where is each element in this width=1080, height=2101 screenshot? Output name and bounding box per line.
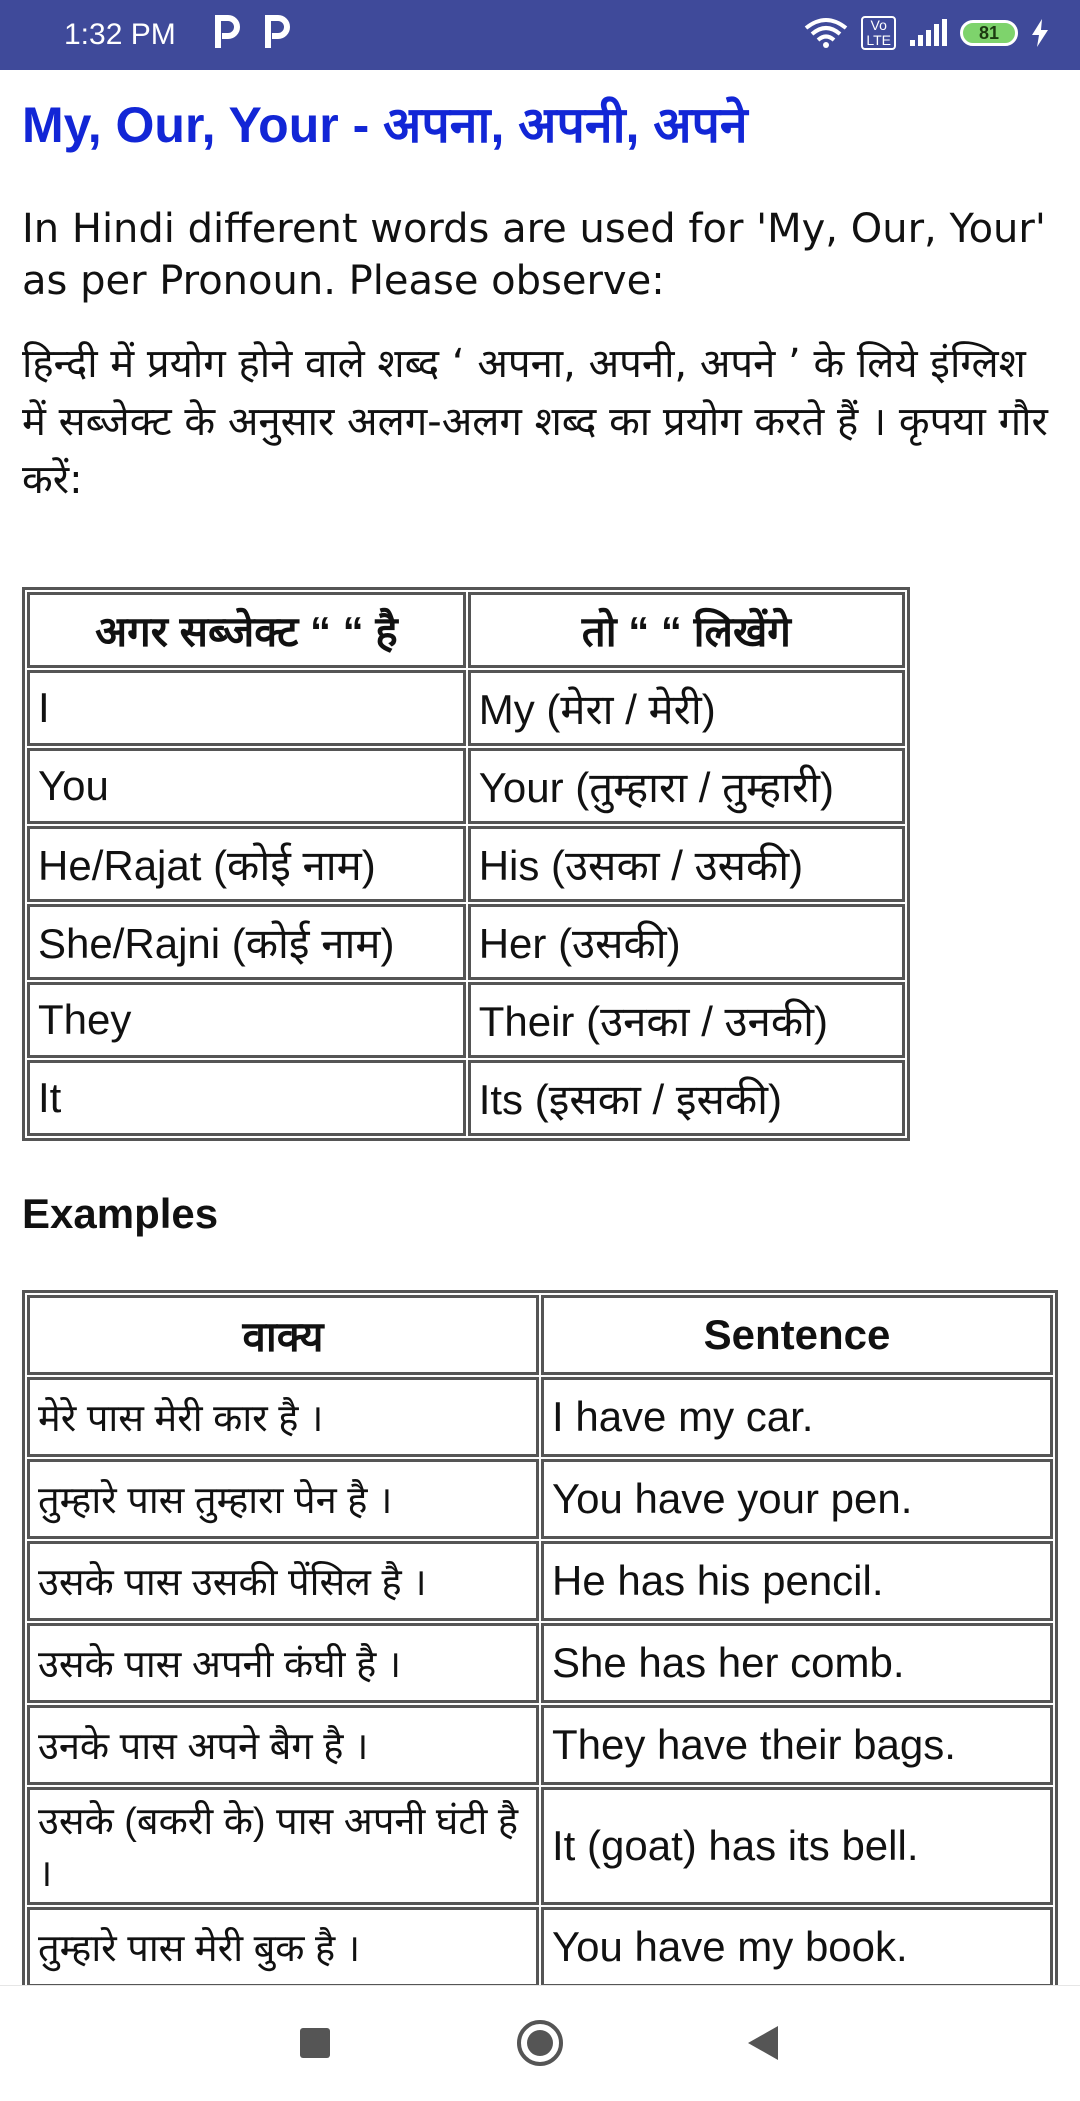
table-cell: उनके पास अपने बैग है ।	[27, 1705, 539, 1785]
table-cell: उसके (बकरी के) पास अपनी घंटी है ।	[27, 1787, 539, 1905]
charging-bolt-icon	[1030, 18, 1050, 48]
back-triangle-icon[interactable]	[740, 2018, 790, 2068]
table-header: वाक्य	[27, 1295, 539, 1375]
table-cell: Their (उनका / उनकी)	[468, 982, 905, 1058]
status-bar	[0, 0, 1080, 70]
signal-icon	[908, 18, 948, 48]
table-cell: You have my book.	[541, 1907, 1053, 1987]
table-cell: She/Rajni (कोई नाम)	[27, 904, 466, 980]
table-cell: It (goat) has its bell.	[541, 1787, 1053, 1905]
table-cell: उसके पास अपनी कंघी है ।	[27, 1623, 539, 1703]
table-cell: My (मेरा / मेरी)	[468, 670, 905, 746]
status-time: 1:32 PM	[64, 18, 176, 51]
battery-level: 81	[978, 22, 1000, 43]
table-header-row	[27, 592, 905, 668]
table-row	[27, 904, 905, 980]
table-row	[27, 826, 905, 902]
table-row	[27, 982, 905, 1058]
table-cell: I have my car.	[541, 1377, 1053, 1457]
table-header: Sentence	[541, 1295, 1053, 1375]
table-cell: तुम्हारे पास तुम्हारा पेन है ।	[27, 1459, 539, 1539]
table-cell: She has her comb.	[541, 1623, 1053, 1703]
home-circle-icon[interactable]	[515, 2018, 565, 2068]
table-row	[27, 1623, 1053, 1703]
intro-english: In Hindi different words are used for 'My, Our, Your' as per Pronoun. Please observe:	[22, 206, 1046, 304]
table-cell: Its (इसका / इसकी)	[468, 1060, 905, 1136]
table-row	[27, 1459, 1053, 1539]
article	[22, 95, 1062, 509]
volte-badge: Vo LTE	[861, 16, 896, 50]
examples-table	[22, 1290, 1058, 1992]
navigation-bar	[0, 1985, 1080, 2101]
table-row	[27, 1541, 1053, 1621]
table-cell: They have their bags.	[541, 1705, 1053, 1785]
examples-heading: Examples	[22, 1190, 219, 1237]
battery-icon	[960, 20, 1018, 46]
parking-app-icon-2	[262, 14, 292, 52]
table-header: अगर सब्जेक्ट “ “ है	[27, 592, 466, 668]
parking-app-icon	[212, 14, 242, 52]
table-cell: He has his pencil.	[541, 1541, 1053, 1621]
wifi-icon	[803, 16, 849, 50]
table-cell: It	[27, 1060, 466, 1136]
table-header: तो “ “ लिखेंगे	[468, 592, 905, 668]
table-row	[27, 1705, 1053, 1785]
intro-hindi: हिन्दी में प्रयोग होने वाले शब्द ‘ अपना, अपनी, अपने ’ के लिये इंग्लिश में सब्जेक्ट के अनुसार अलग-अलग शब्द का प्रयोग करते हैं । कृपया गौर करें:	[22, 341, 1048, 503]
table-cell: Your (तुम्हारा / तुम्हारी)	[468, 748, 905, 824]
table-cell: उसके पास उसकी पेंसिल है ।	[27, 1541, 539, 1621]
table-row	[27, 670, 905, 746]
status-icons	[803, 16, 1050, 50]
page-title: My, Our, Your - अपना, अपनी, अपने	[22, 97, 748, 153]
table-row	[27, 1060, 905, 1136]
table-header-row	[27, 1295, 1053, 1375]
table-cell: His (उसका / उसकी)	[468, 826, 905, 902]
table-cell: Her (उसकी)	[468, 904, 905, 980]
recents-square-icon[interactable]	[290, 2018, 340, 2068]
table-cell: He/Rajat (कोई नाम)	[27, 826, 466, 902]
table-cell: तुम्हारे पास मेरी बुक है ।	[27, 1907, 539, 1987]
table-cell: I	[27, 670, 466, 746]
table-row	[27, 748, 905, 824]
table-cell: You have your pen.	[541, 1459, 1053, 1539]
table-cell: You	[27, 748, 466, 824]
table-cell: They	[27, 982, 466, 1058]
table-cell: मेरे पास मेरी कार है ।	[27, 1377, 539, 1457]
pronoun-table	[22, 587, 910, 1141]
table-row	[27, 1377, 1053, 1457]
table-row	[27, 1787, 1053, 1905]
table-row	[27, 1907, 1053, 1987]
